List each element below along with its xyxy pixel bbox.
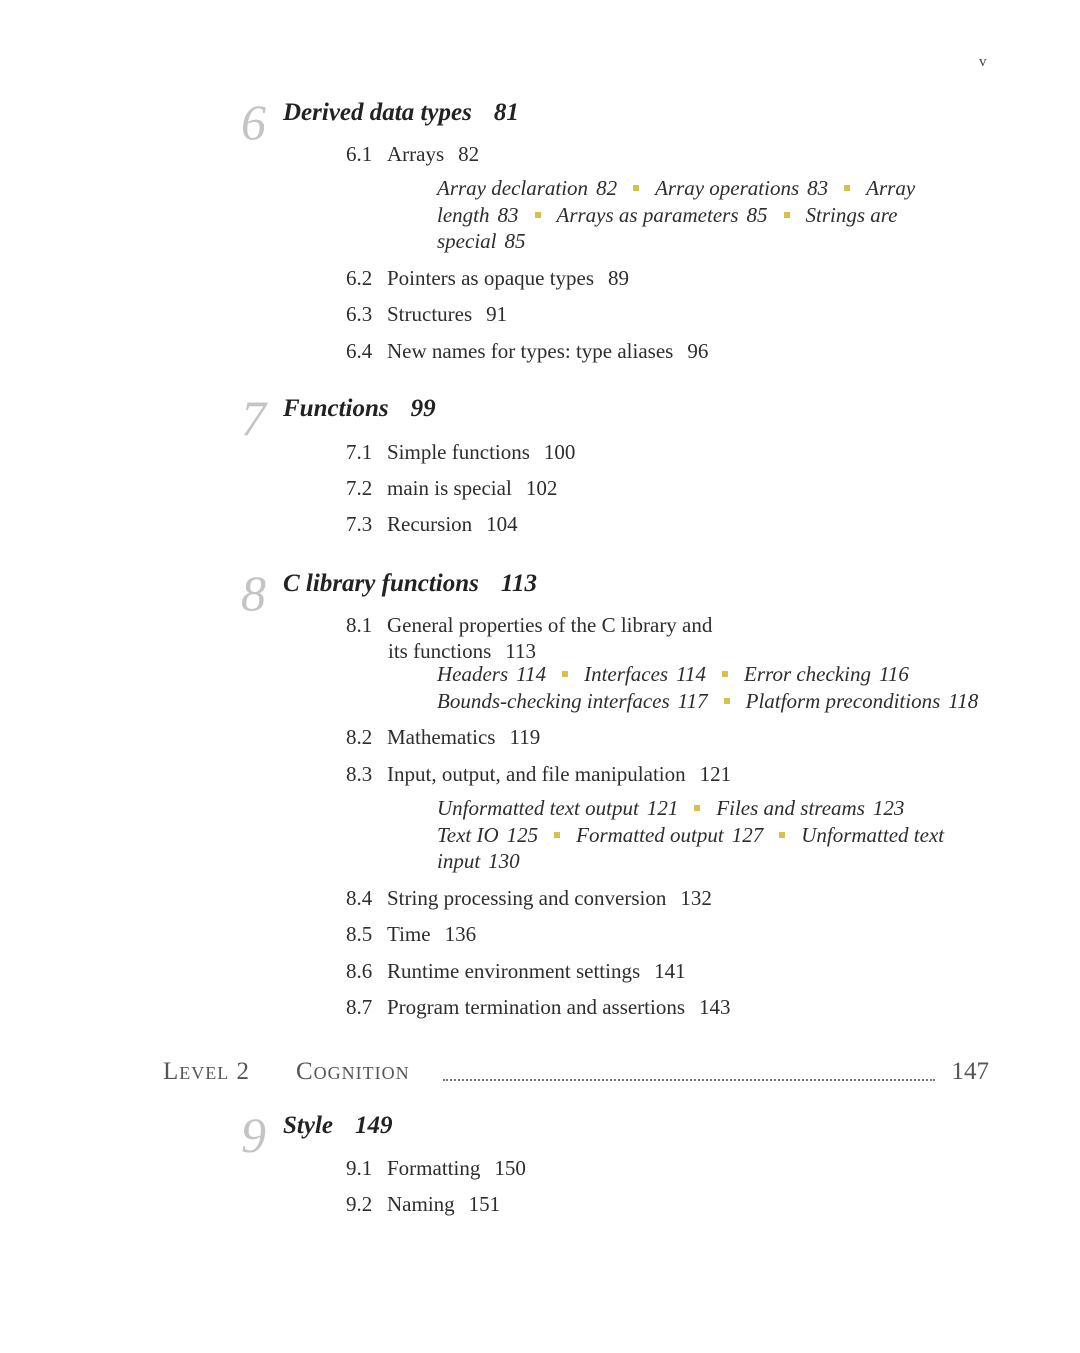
section-8-1[interactable] xyxy=(346,612,786,665)
chapter-page: 113 xyxy=(500,570,537,597)
section-page: 151 xyxy=(468,1192,501,1216)
section-title: Mathematics xyxy=(387,725,496,749)
section-title: Program termination and assertions xyxy=(387,995,686,1019)
chapter-title: C library functions xyxy=(283,570,479,597)
chapter-number: 9 xyxy=(241,1107,266,1163)
section-title: New names for types: type aliases xyxy=(387,339,674,363)
section-number: 6.4 xyxy=(346,339,373,363)
section-page: 91 xyxy=(486,302,508,326)
section-7-1[interactable] xyxy=(346,439,575,465)
chapter-page: 149 xyxy=(355,1112,393,1139)
chapter-number: 6 xyxy=(241,94,266,150)
section-title: Arrays xyxy=(387,142,445,166)
section-8-7[interactable] xyxy=(346,994,731,1020)
section-7-2[interactable] xyxy=(346,475,557,501)
section-8-3[interactable] xyxy=(346,761,731,787)
subsection-entry[interactable]: Unformatted text output 121 xyxy=(437,796,679,820)
section-8-5[interactable] xyxy=(346,921,476,947)
section-number: 8.4 xyxy=(346,886,373,910)
section-6-3[interactable] xyxy=(346,301,507,327)
section-title: main is special xyxy=(387,476,512,500)
section-number: 7.2 xyxy=(346,476,373,500)
section-page: 89 xyxy=(608,266,630,290)
section-title: Formatting xyxy=(387,1156,481,1180)
level-heading[interactable] xyxy=(163,1058,993,1090)
subsection-entry[interactable]: Error checking 116 xyxy=(744,662,909,686)
section-number: 6.2 xyxy=(346,266,373,290)
section-title: Time xyxy=(387,922,431,946)
chapter-title: Style xyxy=(283,1112,333,1139)
section-7-3[interactable] xyxy=(346,511,518,537)
bullet-icon xyxy=(554,832,560,838)
section-title: Recursion xyxy=(387,512,473,536)
bullet-icon xyxy=(562,671,568,677)
section-title: String processing and conversion xyxy=(387,886,667,910)
section-page: 113 xyxy=(505,639,536,664)
section-title: Naming xyxy=(387,1192,455,1216)
subsection-entry[interactable]: Array declaration 82 xyxy=(437,176,618,200)
subsection-entry[interactable]: Bounds-checking interfaces 117 xyxy=(437,688,708,713)
section-9-2[interactable] xyxy=(346,1191,500,1217)
subsection-list xyxy=(437,175,962,255)
chapter-title: Functions xyxy=(283,395,389,422)
section-6-1[interactable] xyxy=(346,141,479,167)
section-number: 7.1 xyxy=(346,440,373,464)
section-page: 143 xyxy=(699,995,731,1019)
section-8-2[interactable] xyxy=(346,724,540,750)
section-number: 8.5 xyxy=(346,922,373,946)
level-label: Level 2 xyxy=(163,1058,251,1085)
section-page: 150 xyxy=(494,1156,526,1180)
section-page: 141 xyxy=(654,959,686,983)
section-number: 7.3 xyxy=(346,512,373,536)
section-number: 6.1 xyxy=(346,142,373,166)
section-page: 100 xyxy=(543,440,576,464)
section-page: 132 xyxy=(680,886,712,910)
chapter-page: 81 xyxy=(493,99,519,126)
section-title: Input, output, and file manipulation xyxy=(387,762,686,786)
bullet-icon xyxy=(844,185,850,191)
section-page: 96 xyxy=(687,339,709,363)
section-page: 121 xyxy=(699,762,732,786)
bullet-icon xyxy=(784,212,790,218)
section-title-cont: its functions xyxy=(388,639,492,664)
section-page: 102 xyxy=(525,476,558,500)
section-page: 82 xyxy=(458,142,480,166)
subsection-entry[interactable]: Platform preconditions 118 xyxy=(745,688,979,713)
section-6-2[interactable] xyxy=(346,265,629,291)
section-6-4[interactable] xyxy=(346,338,708,364)
bullet-icon xyxy=(724,698,730,704)
chapter-heading[interactable] xyxy=(283,1110,393,1143)
chapter-number: 7 xyxy=(241,390,266,446)
subsection-entry[interactable]: Array length 83 xyxy=(437,176,916,227)
section-page: 119 xyxy=(509,725,541,749)
chapter-page: 99 xyxy=(410,395,436,422)
chapter-heading[interactable] xyxy=(283,568,537,601)
section-8-6[interactable] xyxy=(346,958,686,984)
section-number: 8.1 xyxy=(346,613,373,637)
chapter-number: 8 xyxy=(241,565,266,621)
subsection-entry[interactable]: Files and streams 123 xyxy=(716,796,905,820)
section-number: 8.2 xyxy=(346,725,373,749)
section-page: 136 xyxy=(444,922,477,946)
chapter-title: Derived data types xyxy=(283,99,472,126)
section-page: 104 xyxy=(486,512,518,536)
section-9-1[interactable] xyxy=(346,1155,526,1181)
chapter-heading[interactable] xyxy=(283,393,436,426)
section-title: Runtime environment settings xyxy=(387,959,641,983)
subsection-entry[interactable]: Unformatted text input 130 xyxy=(437,822,945,873)
subsection-entry[interactable]: Text IO 125 xyxy=(437,822,539,847)
section-title: Structures xyxy=(387,302,473,326)
bullet-icon xyxy=(779,832,785,838)
section-number: 6.3 xyxy=(346,302,373,326)
level-title: Cognition xyxy=(296,1058,418,1086)
section-title: Simple functions xyxy=(387,440,530,464)
subsection-entry[interactable]: Headers 114 xyxy=(437,662,547,686)
subsection-list xyxy=(437,795,962,875)
page-number: v xyxy=(979,54,987,70)
subsection-entry[interactable]: Formatted output 127 xyxy=(576,822,764,847)
section-number: 9.1 xyxy=(346,1156,373,1180)
bullet-icon xyxy=(694,805,700,811)
subsection-entry[interactable]: Arrays as parameters 85 xyxy=(556,202,768,227)
level-page: 147 xyxy=(946,1058,990,1086)
bullet-icon xyxy=(535,212,541,218)
section-title: General properties of the C library and xyxy=(387,613,713,637)
subsection-entry[interactable]: Array operations 83 xyxy=(655,176,829,200)
section-number: 9.2 xyxy=(346,1192,373,1216)
section-title: Pointers as opaque types xyxy=(387,266,595,290)
subsection-list xyxy=(437,661,1037,714)
chapter-heading[interactable] xyxy=(283,97,519,130)
section-number: 8.6 xyxy=(346,959,373,983)
bullet-icon xyxy=(722,671,728,677)
subsection-entry[interactable]: Strings are special 85 xyxy=(437,202,898,253)
dot-leader xyxy=(443,1079,935,1081)
bullet-icon xyxy=(633,185,639,191)
section-number: 8.3 xyxy=(346,762,373,786)
subsection-entry[interactable]: Interfaces 114 xyxy=(584,662,707,686)
section-number: 8.7 xyxy=(346,995,373,1019)
section-8-4[interactable] xyxy=(346,885,712,911)
